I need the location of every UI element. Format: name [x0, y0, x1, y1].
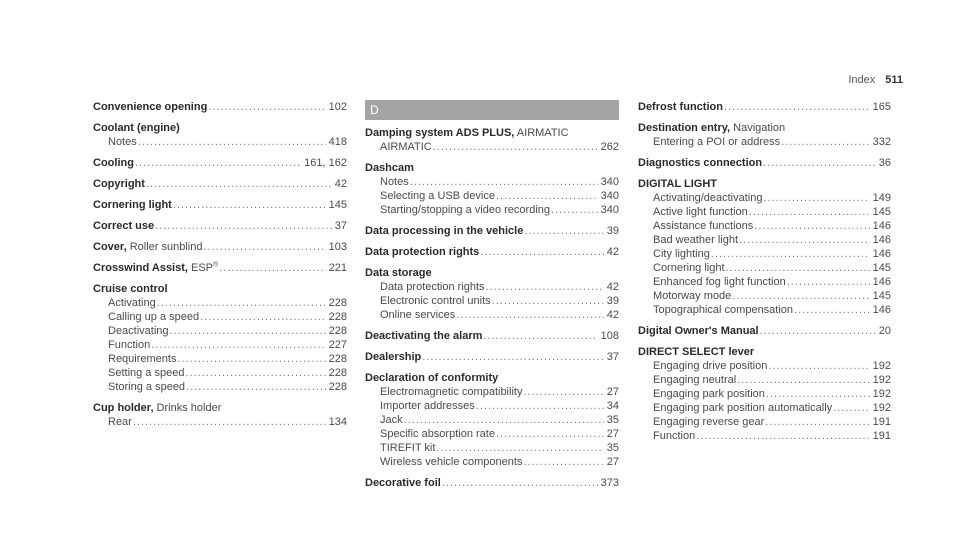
index-entry-line	[638, 177, 891, 191]
entry-text: Activating/deactivating	[653, 192, 763, 204]
leader-dots	[151, 338, 325, 352]
leader-dots	[146, 177, 332, 191]
page-reference[interactable]: 145	[872, 290, 891, 302]
letter-heading: D	[365, 100, 619, 120]
entry-text	[638, 121, 785, 135]
entry-text: Storing a speed	[108, 381, 186, 393]
index-subentry	[93, 296, 347, 310]
index-entry	[365, 266, 619, 322]
entry-keyword: Cruise control	[93, 283, 168, 295]
index-subentry	[93, 352, 347, 366]
page-reference[interactable]: 146	[872, 220, 891, 232]
entry-keyword: Destination entry,	[638, 122, 731, 134]
leader-dots	[404, 413, 604, 427]
page-reference[interactable]: 373	[600, 477, 619, 489]
index-entry-line	[365, 350, 619, 364]
entry-text	[365, 350, 421, 364]
index-entry-line	[638, 100, 891, 114]
leader-dots	[480, 245, 603, 259]
entry-keyword: Damping system ADS PLUS,	[365, 127, 515, 139]
index-subentry	[638, 429, 891, 443]
index-entry	[365, 126, 619, 154]
leader-dots	[737, 373, 869, 387]
index-entry-line	[93, 198, 347, 212]
index-subentry	[93, 135, 347, 149]
entry-text: AIRMATIC	[380, 141, 432, 153]
entry-keyword: Cup holder,	[93, 402, 154, 414]
leader-dots	[203, 240, 325, 254]
leader-dots	[436, 441, 603, 455]
index-entry	[93, 261, 347, 275]
index-subentry	[93, 415, 347, 429]
leader-dots	[442, 476, 598, 490]
trademark-symbol: ®	[213, 261, 219, 269]
entry-text	[93, 198, 172, 212]
entry-text: Cornering light	[653, 262, 725, 274]
leader-dots	[456, 308, 604, 322]
page-reference[interactable]: 146	[872, 234, 891, 246]
index-subentry	[638, 359, 891, 373]
leader-dots	[492, 294, 604, 308]
entry-qualifier: Navigation	[730, 122, 786, 134]
entry-text: Active light function	[653, 206, 748, 218]
entry-text: Notes	[380, 176, 409, 188]
entry-text	[365, 245, 479, 259]
page-reference[interactable]: 228	[328, 297, 347, 309]
entry-text	[638, 177, 717, 191]
leader-dots	[422, 350, 604, 364]
entry-text	[638, 345, 754, 359]
index-entry	[93, 401, 347, 429]
entry-keyword: Digital Owner's Manual	[638, 325, 759, 337]
index-entry-line	[93, 177, 347, 191]
page-reference[interactable]: 228	[328, 325, 347, 337]
index-subentry	[93, 366, 347, 380]
index-entry	[638, 100, 891, 114]
page-reference[interactable]: 134	[328, 416, 347, 428]
index-subentry	[638, 233, 891, 247]
leader-dots	[726, 261, 870, 275]
page-reference[interactable]: 228	[328, 367, 347, 379]
leader-dots	[724, 100, 870, 114]
page-reference[interactable]: 42	[606, 281, 619, 293]
page-reference[interactable]: 332	[872, 136, 891, 148]
leader-dots	[170, 324, 326, 338]
index-subentry	[638, 373, 891, 387]
leader-dots	[138, 135, 326, 149]
leader-dots	[794, 303, 870, 317]
page-reference[interactable]: 228	[328, 311, 347, 323]
page-reference[interactable]: 37	[334, 220, 347, 232]
index-entry	[365, 329, 619, 343]
entry-text: Engaging park position	[653, 388, 765, 400]
index-subentry	[638, 303, 891, 317]
entry-text	[93, 121, 180, 135]
entry-text	[93, 240, 202, 254]
page-reference[interactable]: 20	[878, 325, 891, 337]
entry-text	[93, 261, 218, 275]
entry-keyword: Crosswind Assist,	[93, 262, 188, 274]
entry-keyword: DIGITAL LIGHT	[638, 178, 718, 190]
leader-dots	[787, 275, 870, 289]
index-entry-line	[93, 219, 347, 233]
entry-text: Calling up a speed	[108, 311, 200, 323]
index-subentry	[365, 140, 619, 154]
index-entry-line	[365, 126, 619, 140]
page-reference[interactable]: 145	[872, 206, 891, 218]
leader-dots	[765, 415, 869, 429]
index-subentry	[365, 413, 619, 427]
page-reference[interactable]: 35	[606, 414, 619, 426]
entry-text: Function	[653, 430, 696, 442]
entry-text: Engaging neutral	[653, 374, 737, 386]
page-reference[interactable]: 146	[872, 276, 891, 288]
leader-dots	[739, 233, 870, 247]
index-subentry	[638, 261, 891, 275]
entry-text	[638, 100, 723, 114]
page-reference[interactable]: 165	[872, 101, 891, 113]
entry-keyword: Declaration of conformity	[365, 372, 499, 384]
index-entry	[93, 219, 347, 233]
entry-keyword: Coolant (engine)	[93, 122, 180, 134]
index-column-3	[638, 100, 891, 450]
leader-dots	[754, 219, 869, 233]
leader-dots	[524, 224, 603, 238]
entry-text: Activating	[108, 297, 156, 309]
entry-text	[93, 219, 154, 233]
index-subentry	[365, 441, 619, 455]
index-entry	[93, 282, 347, 394]
entry-text	[93, 401, 221, 415]
page-reference[interactable]: 39	[606, 225, 619, 237]
entry-text: Function	[108, 339, 151, 351]
page-reference[interactable]: 192	[872, 388, 891, 400]
page-reference[interactable]: 42	[334, 178, 347, 190]
index-subentry	[638, 275, 891, 289]
leader-dots	[433, 140, 598, 154]
entry-text: Setting a speed	[108, 367, 185, 379]
index-column-2	[365, 100, 619, 497]
entry-keyword: Convenience opening	[93, 101, 208, 113]
entry-text: Rear	[108, 416, 132, 428]
index-entry-line	[365, 476, 619, 490]
leader-dots	[186, 380, 326, 394]
entry-keyword: Decorative foil	[365, 477, 441, 489]
leader-dots	[177, 352, 325, 366]
index-entry	[638, 177, 891, 317]
index-entry-line	[638, 121, 891, 135]
entry-keyword: Dashcam	[365, 162, 414, 174]
page-reference[interactable]: 161, 162	[304, 157, 347, 169]
index-entry-line	[365, 329, 619, 343]
leader-dots	[523, 455, 603, 469]
index-entry-line	[365, 224, 619, 238]
leader-dots	[208, 100, 325, 114]
page-reference[interactable]: 42	[606, 246, 619, 258]
index-entry-line	[638, 156, 891, 170]
leader-dots	[551, 203, 598, 217]
index-entry	[638, 156, 891, 170]
page-reference[interactable]: 27	[606, 428, 619, 440]
leader-dots	[173, 198, 326, 212]
entry-text	[365, 371, 498, 385]
entry-text: Jack	[380, 414, 403, 426]
leader-dots	[135, 156, 301, 170]
entry-text	[365, 224, 523, 238]
index-subentry	[365, 399, 619, 413]
leader-dots	[133, 415, 326, 429]
entry-text: Topographical compensation	[653, 304, 794, 316]
leader-dots	[155, 219, 332, 233]
leader-dots	[766, 387, 870, 401]
entry-keyword: Cover,	[93, 241, 127, 253]
index-subentry	[93, 310, 347, 324]
entry-text	[365, 266, 432, 280]
entry-text: Entering a POI or address	[653, 136, 781, 148]
index-subentry	[638, 219, 891, 233]
page-reference[interactable]: 36	[878, 157, 891, 169]
page-reference[interactable]: 149	[872, 192, 891, 204]
index-entry-line	[93, 156, 347, 170]
index-entry-line	[638, 345, 891, 359]
index-subentry	[638, 401, 891, 415]
index-entry	[365, 371, 619, 469]
entry-text: Bad weather light	[653, 234, 738, 246]
leader-dots	[711, 247, 870, 261]
index-entry	[93, 240, 347, 254]
leader-dots	[763, 156, 876, 170]
index-entry	[93, 198, 347, 212]
index-subentry	[93, 338, 347, 352]
index-subentry	[638, 247, 891, 261]
index-entry	[638, 345, 891, 443]
entry-text: Notes	[108, 136, 137, 148]
entry-keyword: Data processing in the vehicle	[365, 225, 524, 237]
entry-text	[638, 324, 759, 338]
entry-text	[365, 161, 414, 175]
entry-keyword: Defrost function	[638, 101, 723, 113]
leader-dots	[760, 324, 876, 338]
leader-dots	[763, 191, 869, 205]
page-reference[interactable]: 262	[600, 141, 619, 153]
page-reference[interactable]: 108	[600, 330, 619, 342]
entry-text: City lighting	[653, 248, 710, 260]
leader-dots	[749, 205, 870, 219]
entry-text	[93, 100, 207, 114]
index-subentry	[638, 387, 891, 401]
entry-text: Wireless vehicle components	[380, 456, 523, 468]
entry-text: Electromagnetic compatibility	[380, 386, 523, 398]
entry-text	[365, 126, 569, 140]
entry-text: Specific absorption rate	[380, 428, 495, 440]
leader-dots	[696, 429, 869, 443]
entry-keyword: Data storage	[365, 267, 432, 279]
entry-text: Data protection rights	[380, 281, 485, 293]
entry-text	[365, 476, 441, 490]
leader-dots	[410, 175, 598, 189]
entry-keyword: Cornering light	[93, 199, 172, 211]
entry-qualifier: Drinks holder	[153, 402, 222, 414]
index-entry-line	[365, 266, 619, 280]
page-reference[interactable]: 102	[328, 101, 347, 113]
index-subentry	[365, 308, 619, 322]
index-subentry	[638, 191, 891, 205]
entry-text: Electronic control units	[380, 295, 491, 307]
entry-text: Online services	[380, 309, 456, 321]
entry-keyword: Diagnostics connection	[638, 157, 763, 169]
page-reference[interactable]: 146	[872, 304, 891, 316]
entry-text: Deactivating	[108, 325, 169, 337]
index-subentry	[638, 135, 891, 149]
entry-text	[93, 282, 168, 296]
entry-text	[93, 156, 134, 170]
entry-text: Assistance functions	[653, 220, 754, 232]
leader-dots	[219, 261, 325, 275]
page-reference[interactable]: 340	[600, 190, 619, 202]
index-entry	[365, 350, 619, 364]
page-reference[interactable]: 35	[606, 442, 619, 454]
entry-text: Requirements	[108, 353, 177, 365]
leader-dots	[476, 399, 604, 413]
index-entry	[365, 245, 619, 259]
leader-dots	[768, 359, 869, 373]
entry-text	[638, 156, 762, 170]
section-name: Index	[848, 74, 876, 86]
index-subentry	[365, 455, 619, 469]
leader-dots	[732, 289, 869, 303]
index-entry	[365, 161, 619, 217]
entry-qualifier: Roller sunblind	[126, 241, 203, 253]
page-reference[interactable]: 145	[872, 262, 891, 274]
page-reference[interactable]: 37	[606, 351, 619, 363]
index-entry-line	[93, 401, 347, 415]
index-entry	[365, 224, 619, 238]
entry-text: Enhanced fog light function	[653, 276, 786, 288]
index-column-1	[93, 100, 347, 436]
page-reference[interactable]: 228	[328, 381, 347, 393]
index-entry-line	[638, 324, 891, 338]
index-entry	[93, 177, 347, 191]
index-subentry	[365, 280, 619, 294]
entry-text	[365, 329, 482, 343]
entry-keyword: Deactivating the alarm	[365, 330, 483, 342]
entry-qualifier: AIRMATIC	[514, 127, 569, 139]
index-entry-line	[365, 245, 619, 259]
index-subentry	[365, 294, 619, 308]
leader-dots	[781, 135, 869, 149]
page-reference[interactable]: 42	[606, 309, 619, 321]
page-reference[interactable]: 418	[328, 136, 347, 148]
entry-text: Engaging park position automatically	[653, 402, 833, 414]
index-subentry	[638, 415, 891, 429]
index-entry	[93, 156, 347, 170]
page-reference[interactable]: 103	[328, 241, 347, 253]
entry-text: TIREFIT kit	[380, 442, 436, 454]
index-entry-line	[93, 121, 347, 135]
index-subentry	[365, 203, 619, 217]
index-subentry	[365, 385, 619, 399]
leader-dots	[486, 280, 604, 294]
page-reference[interactable]: 227	[328, 339, 347, 351]
entry-text: Importer addresses	[380, 400, 475, 412]
leader-dots	[833, 401, 869, 415]
leader-dots	[496, 189, 598, 203]
leader-dots	[523, 385, 603, 399]
page-reference[interactable]: 340	[600, 176, 619, 188]
page-reference[interactable]: 192	[872, 402, 891, 414]
entry-keyword: Dealership	[365, 351, 422, 363]
entry-keyword: Copyright	[93, 178, 145, 190]
page-reference[interactable]: 191	[872, 416, 891, 428]
index-entry-line	[93, 240, 347, 254]
index-entry	[365, 476, 619, 490]
index-subentry	[93, 324, 347, 338]
entry-qualifier: ESP	[187, 262, 214, 274]
index-entry	[638, 121, 891, 149]
index-subentry	[365, 175, 619, 189]
index-entry	[93, 100, 347, 114]
index-subentry	[638, 289, 891, 303]
entry-keyword: DIRECT SELECT lever	[638, 346, 755, 358]
entry-text	[93, 177, 145, 191]
index-entry-line	[365, 371, 619, 385]
index-entry-line	[93, 100, 347, 114]
entry-text: Engaging reverse gear	[653, 416, 765, 428]
page-reference[interactable]: 192	[872, 360, 891, 372]
entry-keyword: Cooling	[93, 157, 134, 169]
page-reference[interactable]: 228	[328, 353, 347, 365]
page-reference[interactable]: 192	[872, 374, 891, 386]
page-reference[interactable]: 146	[872, 248, 891, 260]
page-header	[848, 74, 903, 86]
entry-text: Motorway mode	[653, 290, 732, 302]
entry-text: Engaging drive position	[653, 360, 768, 372]
index-subentry	[93, 380, 347, 394]
leader-dots	[200, 310, 326, 324]
page-number: 511	[885, 74, 903, 86]
index-subentry	[365, 427, 619, 441]
page-reference[interactable]: 145	[328, 199, 347, 211]
page-reference[interactable]: 191	[872, 430, 891, 442]
page-reference[interactable]: 39	[606, 295, 619, 307]
index-entry-line	[365, 161, 619, 175]
index-entry-line	[93, 261, 347, 275]
page-reference[interactable]: 340	[600, 204, 619, 216]
leader-dots	[496, 427, 604, 441]
page-reference[interactable]: 27	[606, 386, 619, 398]
page-reference[interactable]: 34	[606, 400, 619, 412]
page-reference[interactable]: 27	[606, 456, 619, 468]
entry-text: Starting/stopping a video recording	[380, 204, 550, 216]
page-reference[interactable]: 221	[328, 262, 347, 274]
index-subentry	[638, 205, 891, 219]
entry-keyword: Correct use	[93, 220, 155, 232]
entry-text: Selecting a USB device	[380, 190, 495, 202]
leader-dots	[483, 329, 597, 343]
index-entry-line	[93, 282, 347, 296]
leader-dots	[185, 366, 325, 380]
index-entry	[638, 324, 891, 338]
index-entry	[93, 121, 347, 149]
index-subentry	[365, 189, 619, 203]
entry-keyword: Data protection rights	[365, 246, 480, 258]
leader-dots	[157, 296, 326, 310]
